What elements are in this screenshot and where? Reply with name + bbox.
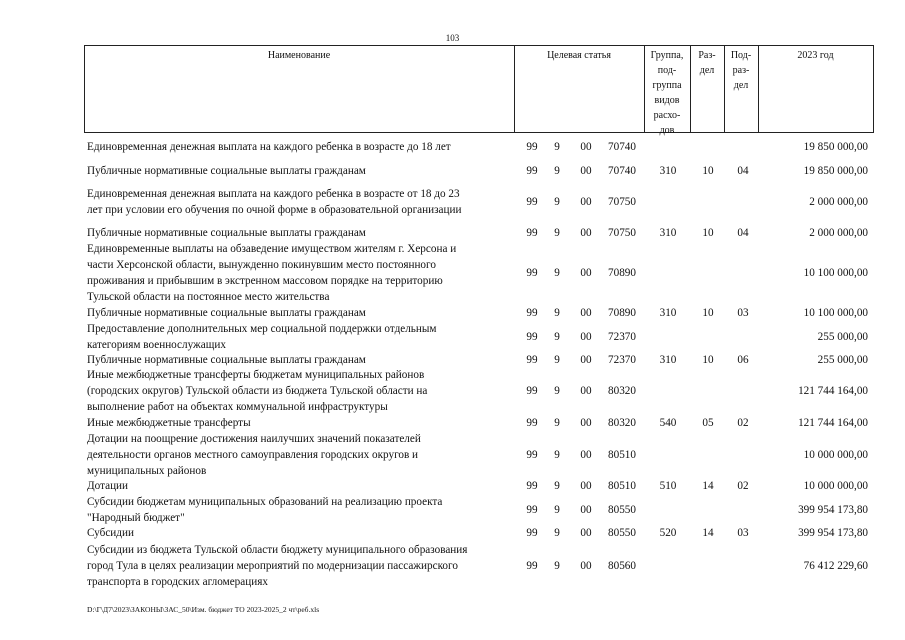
code-dir: 00 (580, 307, 592, 319)
section-code: 14 (702, 527, 714, 539)
header-line: Под- (730, 50, 752, 61)
code-item: 70740 (608, 141, 636, 153)
code-sub: 9 (554, 527, 560, 539)
subsection-code: 02 (737, 480, 749, 492)
code-program: 99 (526, 504, 538, 516)
code-dir: 00 (580, 196, 592, 208)
amount: 19 850 000,00 (803, 165, 868, 177)
amount: 10 100 000,00 (803, 307, 868, 319)
amount: 255 000,00 (817, 354, 868, 366)
header-line: дел (699, 65, 715, 76)
row-name-line: город Тула в целях реализации мероприятий по модернизации пассажирского (87, 560, 458, 572)
code-program: 99 (526, 331, 538, 343)
header-line: Группа, (650, 50, 684, 61)
section-code: 10 (702, 354, 714, 366)
row-name (87, 305, 515, 321)
code-item: 70750 (608, 227, 636, 239)
row-name-line: деятельности органов местного самоуправления городских округов и (87, 449, 419, 461)
amount: 10 000 000,00 (803, 449, 868, 461)
expense-group: 520 (659, 527, 677, 539)
code-program: 99 (526, 141, 538, 153)
row-name-line: части Херсонской области, вынужденно покинувшим место постоянного (87, 259, 436, 271)
amount: 2 000 000,00 (809, 196, 868, 208)
amount: 10 100 000,00 (803, 267, 868, 279)
code-item: 80510 (608, 449, 636, 461)
code-item: 70740 (608, 165, 636, 177)
code-sub: 9 (554, 307, 560, 319)
header-line: под- (657, 65, 677, 76)
amount: 76 412 229,60 (803, 560, 868, 572)
row-name (87, 431, 515, 479)
row-name (87, 494, 515, 526)
code-sub: 9 (554, 141, 560, 153)
code-dir: 00 (580, 227, 592, 239)
header-section (690, 48, 724, 78)
amount: 255 000,00 (817, 331, 868, 343)
expense-group: 540 (659, 417, 677, 429)
row-name (87, 367, 515, 415)
amount: 10 000 000,00 (803, 480, 868, 492)
header-group (644, 48, 690, 138)
header-year: 2023 год (797, 50, 834, 61)
header-line: Раз- (698, 50, 716, 61)
row-name-line: муниципальных районов (87, 465, 207, 477)
subsection-code: 03 (737, 307, 749, 319)
header-line: дов (659, 125, 675, 136)
code-program: 99 (526, 165, 538, 177)
code-item: 80320 (608, 417, 636, 429)
code-dir: 00 (580, 267, 592, 279)
subsection-code: 02 (737, 417, 749, 429)
code-program: 99 (526, 449, 538, 461)
code-dir: 00 (580, 504, 592, 516)
section-code: 10 (702, 165, 714, 177)
code-item: 80550 (608, 504, 636, 516)
amount: 399 954 173,80 (798, 504, 868, 516)
row-name-line: категориям военнослужащих (87, 339, 226, 351)
subsection-code: 04 (737, 227, 749, 239)
row-name (87, 139, 515, 155)
code-sub: 9 (554, 267, 560, 279)
code-program: 99 (526, 196, 538, 208)
code-item: 70890 (608, 267, 636, 279)
row-name (87, 525, 515, 541)
row-name (87, 321, 515, 353)
expense-group: 310 (659, 165, 677, 177)
code-sub: 9 (554, 354, 560, 366)
code-program: 99 (526, 417, 538, 429)
row-name (87, 186, 515, 218)
row-name-line: Публичные нормативные социальные выплаты гражданам (87, 354, 366, 366)
header-line: видов (654, 95, 680, 106)
code-dir: 00 (580, 354, 592, 366)
row-name-line: проживания и прибывшим в экстренном массовом порядке на территорию (87, 275, 443, 287)
section-code: 14 (702, 480, 714, 492)
row-name-line: Публичные нормативные социальные выплаты гражданам (87, 307, 366, 319)
expense-group: 310 (659, 354, 677, 366)
row-name-line: Единовременная денежная выплата на каждого ребенка в возрасте от 18 до 23 (87, 188, 460, 200)
row-name-line: Тульской области на постоянное место жительства (87, 291, 330, 303)
code-sub: 9 (554, 196, 560, 208)
table-header (84, 45, 874, 136)
row-name (87, 478, 515, 494)
row-name (87, 225, 515, 241)
header-line: дел (733, 80, 749, 91)
code-dir: 00 (580, 527, 592, 539)
row-name-line: Иные межбюджетные трансферты (87, 417, 251, 429)
header-line: расхо- (653, 110, 681, 121)
row-name-line: Дотации на поощрение достижения наилучших значений показателей (87, 433, 421, 445)
amount: 19 850 000,00 (803, 141, 868, 153)
code-sub: 9 (554, 480, 560, 492)
header-line: раз- (732, 65, 750, 76)
code-item: 80560 (608, 560, 636, 572)
code-item: 72370 (608, 331, 636, 343)
code-program: 99 (526, 480, 538, 492)
code-program: 99 (526, 354, 538, 366)
code-program: 99 (526, 527, 538, 539)
code-sub: 9 (554, 331, 560, 343)
code-sub: 9 (554, 227, 560, 239)
code-dir: 00 (580, 449, 592, 461)
code-item: 80510 (608, 480, 636, 492)
code-dir: 00 (580, 385, 592, 397)
row-name (87, 542, 515, 590)
code-dir: 00 (580, 417, 592, 429)
page-number: 103 (445, 33, 460, 43)
code-dir: 00 (580, 165, 592, 177)
row-name-line: Иные межбюджетные трансферты бюджетам муниципальных районов (87, 369, 425, 381)
code-sub: 9 (554, 560, 560, 572)
row-name (87, 163, 515, 179)
code-dir: 00 (580, 331, 592, 343)
code-program: 99 (526, 560, 538, 572)
amount: 121 744 164,00 (798, 417, 868, 429)
code-program: 99 (526, 227, 538, 239)
subsection-code: 04 (737, 165, 749, 177)
row-name-line: Субсидии (87, 527, 134, 539)
code-item: 72370 (608, 354, 636, 366)
header-line: группа (652, 80, 682, 91)
row-name-line: "Народный бюджет" (87, 512, 185, 524)
row-name-line: лет при условии его обучения по очной форме в образовательной организации (87, 204, 462, 216)
row-name-line: Дотации (87, 480, 129, 492)
code-dir: 00 (580, 480, 592, 492)
row-name-line: Субсидии из бюджета Тульской области бюджету муниципального образования (87, 544, 468, 556)
row-name-line: (городских округов) Тульской области из бюджета Тульской области на (87, 385, 428, 397)
code-item: 80320 (608, 385, 636, 397)
row-name (87, 415, 515, 431)
section-code: 10 (702, 307, 714, 319)
code-item: 70890 (608, 307, 636, 319)
header-target: Целевая статья (547, 50, 611, 61)
code-program: 99 (526, 307, 538, 319)
code-item: 80550 (608, 527, 636, 539)
code-sub: 9 (554, 449, 560, 461)
code-program: 99 (526, 385, 538, 397)
code-item: 70750 (608, 196, 636, 208)
subsection-code: 03 (737, 527, 749, 539)
code-dir: 00 (580, 560, 592, 572)
code-dir: 00 (580, 141, 592, 153)
header-subsection (724, 48, 758, 93)
subsection-code: 06 (737, 354, 749, 366)
amount: 399 954 173,80 (798, 527, 868, 539)
row-name-line: Единовременная денежная выплата на каждого ребенка в возрасте до 18 лет (87, 141, 451, 153)
section-code: 10 (702, 227, 714, 239)
header-name: Наименование (267, 50, 331, 61)
file-path-footer: D:\Г\Д7\2023\ЗАКОНЫ\ЗАС_50\Изм. бюджет ТО 2023-2025_2 чт\реб.xls (87, 605, 320, 614)
expense-group: 310 (659, 307, 677, 319)
expense-group: 510 (659, 480, 677, 492)
section-code: 05 (702, 417, 714, 429)
expense-group: 310 (659, 227, 677, 239)
amount: 121 744 164,00 (798, 385, 868, 397)
row-name-line: Предоставление дополнительных мер социальной поддержки отдельным (87, 323, 437, 335)
amount: 2 000 000,00 (809, 227, 868, 239)
row-name (87, 352, 515, 368)
code-sub: 9 (554, 165, 560, 177)
row-name-line: Единовременные выплаты на обзаведение имуществом жителям г. Херсона и (87, 243, 457, 255)
row-name-line: транспорта в городских агломерациях (87, 576, 268, 588)
row-name-line: Публичные нормативные социальные выплаты гражданам (87, 227, 366, 239)
code-sub: 9 (554, 385, 560, 397)
row-name-line: Публичные нормативные социальные выплаты гражданам (87, 165, 366, 177)
code-program: 99 (526, 267, 538, 279)
code-sub: 9 (554, 417, 560, 429)
code-sub: 9 (554, 504, 560, 516)
row-name (87, 241, 515, 305)
row-name-line: выполнение работ на объектах коммунальной инфраструктуры (87, 401, 388, 413)
row-name-line: Субсидии бюджетам муниципальных образований на реализацию проекта (87, 496, 443, 508)
